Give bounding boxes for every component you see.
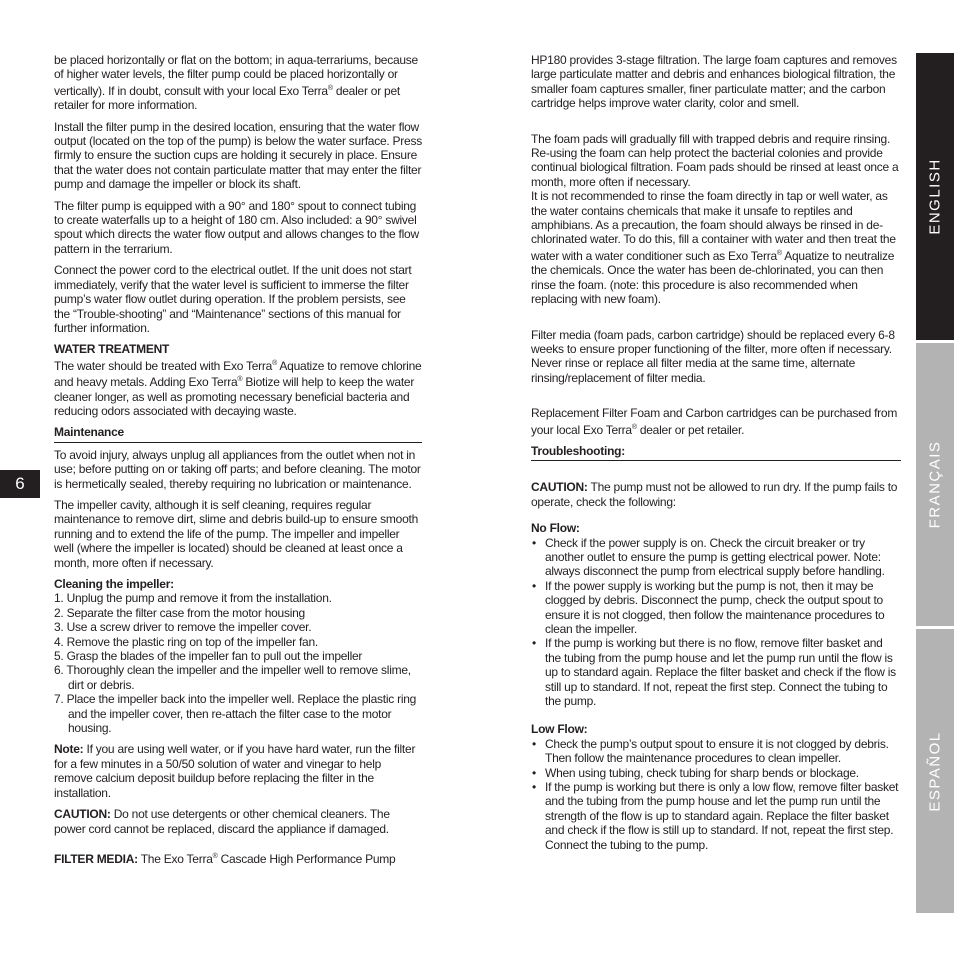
paragraph: Install the filter pump in the desired location, ensuring that the water flow output (located on the top of the pump) is below the water surface. Press firmly to ensure the suction cups are holding it securely in place. Ensure that the water does not contain particulate matter that may enter the filter pump and damage the impeller or block its shaft. bbox=[54, 119, 422, 192]
sidebar-item-francais[interactable] bbox=[916, 343, 954, 626]
paragraph: It is not recommended to rinse the foam directly in tap or well water, as the water contains chemicals that make it unsafe to reptiles and amphibians. As a precaution, the foam should always be rinsed in de-chlorinated water. To do this, fill a container with water and then treat the water with a water conditioner such as Exo Terra® Aquatize to neutralize the chemicals. Once the water has been de-chlorinated, you can then rinse the foam. (note: this procedure is also recommended when replacing with new foam). bbox=[531, 189, 896, 307]
paragraph: FILTER MEDIA: The Exo Terra® Cascade High Performance Pump bbox=[54, 851, 396, 866]
sidebar-item-english[interactable] bbox=[916, 53, 954, 340]
sidebar-item-espanol[interactable] bbox=[916, 629, 954, 913]
list-item: • Check the pump’s output spout to ensure it is not clogged by debris. Then follow the maintenance procedures to clean impeller. bbox=[531, 737, 901, 766]
section-heading: Troubleshooting: bbox=[531, 444, 901, 461]
left-column bbox=[54, 53, 422, 873]
section-heading: Low Flow: bbox=[531, 722, 588, 737]
paragraph: The filter pump is equipped with a 90° and 180° spout to connect tubing to create waterfalls up to a height of 180 cm. Also included: a 90° swivel spout which directs the water flow output and allows changes to the flow pattern in the terrarium. bbox=[54, 198, 419, 256]
list-item: • If the pump is working but there is no flow, remove filter basket and the tubing from the pump house and let the pump run until the flow is up to standard again. Replace the filter basket and check if the flow is still up to standard. If not, repeat the first step. Connect the tubing to the pump. bbox=[531, 636, 901, 708]
paragraph: CAUTION: Do not use detergents or other chemical cleaners. The power cord cannot be replaced, discard the appliance if damaged. bbox=[54, 807, 390, 836]
lowflow-list bbox=[531, 737, 901, 852]
list-item: 1. Unplug the pump and remove it from the installation. bbox=[54, 591, 332, 606]
sidebar-item-label: FRANÇAIS bbox=[926, 440, 944, 529]
paragraph: CAUTION: The pump must not be allowed to run dry. If the pump fails to operate, check the following: bbox=[531, 480, 898, 509]
list-item: 3. Use a screw driver to remove the impeller cover. bbox=[54, 620, 312, 635]
list-item: 2. Separate the filter case from the motor housing bbox=[54, 605, 305, 620]
list-item: • If the pump is working but there is only a low flow, remove filter basket and the tubing from the pump house and let the pump run until the strength of the flow is up to standard again. Replace the filter basket and check if the flow is still up to standard. If not, repeat the first step. Connect the tubing to the pump. bbox=[531, 780, 901, 852]
paragraph: Connect the power cord to the electrical outlet. If the unit does not start immediately, verify that the water level is sufficient to immerse the filter pump’s water flow outlet during operation. If the problem persists, see the “Trouble-shooting” and “Maintenance” sections of this manual for further information. bbox=[54, 263, 412, 335]
paragraph: Filter media (foam pads, carbon cartridge) should be replaced every 6-8 weeks to ensure proper functioning of the filter, more often if necessary. Never rinse or replace all filter media at the same time, alternate rinsing/replacement of filter media. bbox=[531, 327, 895, 385]
right-column bbox=[531, 53, 901, 852]
section-heading: Maintenance bbox=[54, 425, 422, 442]
paragraph: The foam pads will gradually fill with trapped debris and require rinsing. Re-using the foam can help protect the bacterial colonies and provide continual biological filtration. Foam pads should be rinsed at least once a month, more often if necessary. bbox=[531, 131, 899, 189]
section-heading: WATER TREATMENT bbox=[54, 342, 170, 357]
list-item: 6. Thoroughly clean the impeller and the impeller well to remove slime, dirt or debris. bbox=[54, 663, 411, 692]
sidebar-item-label: ESPAÑOL bbox=[926, 730, 944, 812]
paragraph: To avoid injury, always unplug all appliances from the outlet when not in use; before putting on or taking off parts; and before cleaning. The motor is hermetically sealed, thereby requiring no lubrication or maintenance. bbox=[54, 447, 421, 491]
sidebar-item-label: ENGLISH bbox=[926, 158, 944, 235]
paragraph: HP180 provides 3-stage filtration. The large foam captures and removes large particulate matter and debris and enhances biological filtration, the smaller foam captures smaller, finer particulate matter; and the carbon cartridge helps improve water clarity, color and smell. bbox=[531, 53, 897, 111]
paragraph: be placed horizontally or flat on the bottom; in aqua-terrariums, because of higher water levels, the filter pump could be placed horizontally or vertically). If in doubt, consult with your local Exo Terra® dealer or pet retailer for more information. bbox=[54, 53, 418, 113]
steps-list bbox=[54, 591, 422, 735]
section-heading: No Flow: bbox=[531, 521, 580, 536]
list-item: • If the power supply is working but the pump is not, then it may be clogged by debris. Disconnect the pump, check the output spout to ensure it is not clogged, then follow the maintenance procedures to clean the impeller. bbox=[531, 579, 901, 637]
noflow-list bbox=[531, 536, 901, 709]
list-item: • When using tubing, check tubing for sharp bends or blockage. bbox=[531, 766, 901, 780]
section-heading: Cleaning the impeller: bbox=[54, 577, 174, 591]
paragraph: The water should be treated with Exo Terra® Aquatize to remove chlorine and heavy metals. Adding Exo Terra® Biotize will help to keep the water cleaner longer, as well as promoting necessary beneficial bacteria and reducing odors associated with decaying waste. bbox=[54, 358, 422, 418]
list-item: 4. Remove the plastic ring on top of the impeller fan. bbox=[54, 634, 318, 649]
page-number: 6 bbox=[0, 470, 40, 498]
list-item: 5. Grasp the blades of the impeller fan to pull out the impeller bbox=[54, 649, 363, 664]
paragraph: Replacement Filter Foam and Carbon cartridges can be purchased from your local Exo Terra® dealer or pet retailer. bbox=[531, 406, 898, 437]
list-item: 7. Place the impeller back into the impeller well. Replace the plastic ring and the impeller cover, then re-attach the filter case to the motor housing. bbox=[54, 692, 417, 736]
paragraph: Note: If you are using well water, or if you have hard water, run the filter for a few minutes in a 50/50 solution of water and vinegar to help remove calcium deposit buildup before replacing the filter in the installation. bbox=[54, 742, 416, 800]
list-item: • Check if the power supply is on. Check the circuit breaker or try another outlet to ensure the pump is getting electrical power. Note: always disconnect the pump from electrical supply before handling. bbox=[531, 536, 901, 579]
paragraph: The impeller cavity, although it is self cleaning, requires regular maintenance to remove dirt, slime and debris build-up to ensure smooth running and to extend the life of the pump. The impeller and impeller well (where the impeller is located) should be cleaned at least once a month, more often if necessary. bbox=[54, 497, 419, 570]
